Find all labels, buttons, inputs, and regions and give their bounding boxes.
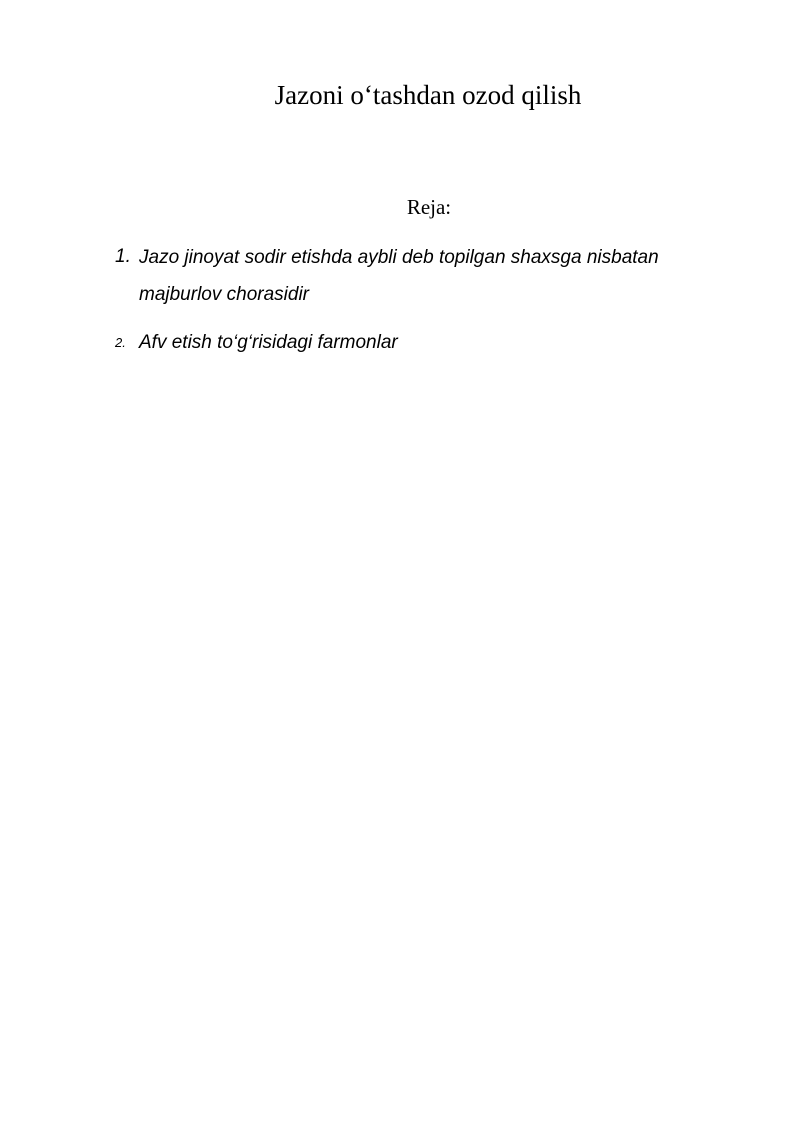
- plan-item-text: Afv etish to‘g‘risidagi farmonlar: [139, 332, 398, 353]
- plan-heading: Reja:: [406, 195, 452, 219]
- plan-item-number: 1.: [115, 246, 131, 267]
- document-title: Jazoni o‘tashdan ozod qilish: [274, 80, 582, 110]
- plan-item-number: 2.: [115, 335, 126, 350]
- plan-item-text: Jazo jinoyat sodir etishda aybli deb topilgan shaxsga nisbatan majburlov chorasidir: [139, 247, 659, 305]
